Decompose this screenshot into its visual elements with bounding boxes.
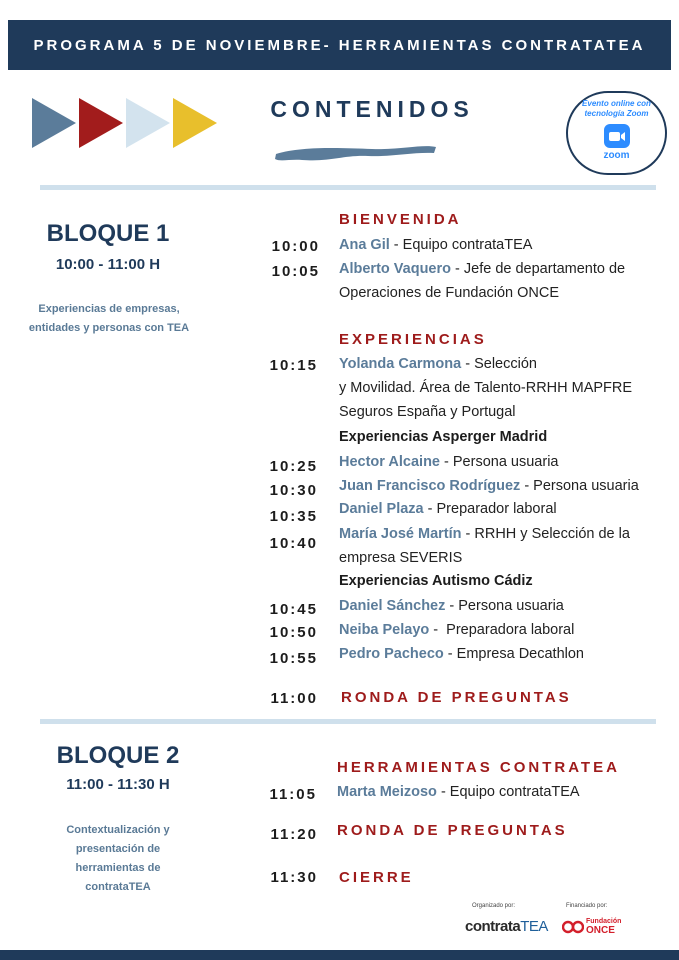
speaker-role: - Selección — [461, 356, 537, 372]
time-label: 10:05 — [271, 263, 320, 280]
bloque1-time: 10:00 - 11:00 H — [55, 256, 161, 273]
zoom-camera-icon — [604, 124, 630, 148]
brush-stroke-icon — [272, 140, 438, 166]
section-ronda-preguntas: RONDA DE PREGUNTAS — [337, 822, 568, 839]
speaker-name: Marta Meizoso — [337, 784, 437, 800]
speaker-name: Pedro Pacheco — [339, 646, 444, 662]
contents-title: CONTENIDOS — [270, 96, 474, 122]
bloque2-time: 11:00 - 11:30 H — [66, 776, 170, 793]
time-label: 10:55 — [269, 650, 318, 667]
schedule-entry — [339, 450, 558, 474]
bloque1-description: Experiencias de empresas, entidades y personas con TEA — [28, 303, 190, 334]
arrow-blue-icon — [32, 98, 76, 148]
logo-fundacion-text: Fundación — [586, 918, 622, 925]
speaker-name: Juan Francisco Rodríguez — [339, 478, 521, 494]
speaker-role-cont: empresa SEVERIS — [339, 550, 463, 566]
bloque2-description: Contextualización y presentación de herramientas de contrataTEA — [66, 824, 170, 893]
time-label: 10:40 — [269, 535, 318, 552]
bloque2-title: BLOQUE 2 — [56, 742, 180, 769]
schedule-entry — [339, 257, 625, 305]
speaker-role: - Equipo contrataTEA — [436, 784, 580, 800]
arrow-light-icon — [126, 98, 170, 148]
time-label: 10:50 — [269, 624, 318, 641]
program-header — [8, 20, 671, 70]
organized-by-label: Organizado por: — [472, 903, 516, 909]
speaker-name: María José Martín — [339, 526, 462, 542]
arrow-yellow-icon — [173, 98, 217, 148]
program-title: PROGRAMA 5 DE NOVIEMBRE- HERRAMIENTAS CONTRATATEA — [33, 36, 646, 54]
speaker-role: - Equipo contrataTEA — [389, 237, 533, 253]
time-label: 11:20 — [270, 826, 318, 843]
fundacion-once-logo — [562, 918, 621, 936]
section-experiencias: EXPERIENCIAS — [339, 331, 487, 348]
schedule-entry — [339, 594, 564, 618]
speaker-name: Ana Gil — [339, 237, 390, 253]
section-cierre: CIERRE — [339, 869, 414, 886]
schedule-entry — [339, 233, 532, 257]
speaker-role: - Persona usuaria — [445, 598, 564, 614]
speaker-role: - RRHH y Selección de la — [461, 526, 630, 542]
zoom-label: zoom — [603, 150, 630, 161]
section-bienvenida: BIENVENIDA — [339, 211, 462, 228]
time-label: 10:15 — [269, 357, 318, 374]
footer-bar — [0, 950, 679, 960]
time-label: 11:30 — [270, 869, 318, 886]
time-label: 10:45 — [269, 601, 318, 618]
speaker-name: Daniel Sánchez — [339, 598, 446, 614]
section-ronda-preguntas: RONDA DE PREGUNTAS — [341, 689, 572, 706]
time-label: 10:35 — [269, 508, 318, 525]
logo-contrata-text: contrata — [465, 918, 521, 935]
speaker-name: Neiba Pelayo — [339, 622, 430, 638]
schedule-entry — [339, 352, 632, 424]
schedule-entry — [339, 642, 584, 666]
speaker-role-cont: y Movilidad. Área de Talento-RRHH MAPFRE — [339, 380, 633, 396]
schedule-entry — [337, 780, 580, 804]
speaker-role: - Persona usuaria — [520, 478, 639, 494]
schedule-entry — [339, 522, 630, 570]
schedule-entry — [339, 497, 557, 521]
contratatea-logo — [465, 918, 548, 935]
speaker-name: Daniel Plaza — [339, 501, 424, 517]
once-circles-icon — [562, 919, 584, 935]
time-label: 11:00 — [270, 690, 318, 707]
time-label: 10:30 — [269, 482, 318, 499]
logo-tea-text: TEA — [520, 918, 548, 935]
schedule-entry — [339, 474, 639, 498]
arrow-red-icon — [79, 98, 123, 148]
subheading-asperger: Experiencias Asperger Madrid — [339, 429, 548, 445]
speaker-role: - Jefe de departamento de — [451, 261, 626, 277]
speaker-role-cont: Seguros España y Portugal — [339, 404, 516, 420]
divider-middle — [40, 719, 656, 724]
speaker-role: - Preparador laboral — [423, 501, 557, 517]
divider-top — [40, 185, 656, 190]
time-label: 10:00 — [271, 238, 320, 255]
funded-by-label: Financiado por: — [566, 903, 608, 909]
speaker-name: Alberto Vaquero — [339, 261, 451, 277]
time-label: 11:05 — [269, 786, 317, 803]
speaker-name: Hector Alcaine — [339, 454, 440, 470]
zoom-badge — [566, 91, 667, 175]
zoom-badge-text: Evento online con tecnología Zoom — [582, 99, 651, 118]
subheading-cadiz: Experiencias Autismo Cádiz — [339, 573, 533, 589]
schedule-entry — [339, 618, 574, 642]
speaker-role-cont: Operaciones de Fundación ONCE — [339, 285, 560, 301]
logo-once-text: ONCE — [586, 925, 615, 936]
speaker-role: - Persona usuaria — [440, 454, 559, 470]
section-herramientas: HERRAMIENTAS CONTRATEA — [337, 759, 620, 776]
speaker-role: - Empresa Decathlon — [443, 646, 584, 662]
speaker-name: Yolanda Carmona — [339, 356, 462, 372]
bloque1-title: BLOQUE 1 — [46, 220, 170, 247]
speaker-role: - Preparadora laboral — [429, 622, 575, 638]
time-label: 10:25 — [269, 458, 318, 475]
